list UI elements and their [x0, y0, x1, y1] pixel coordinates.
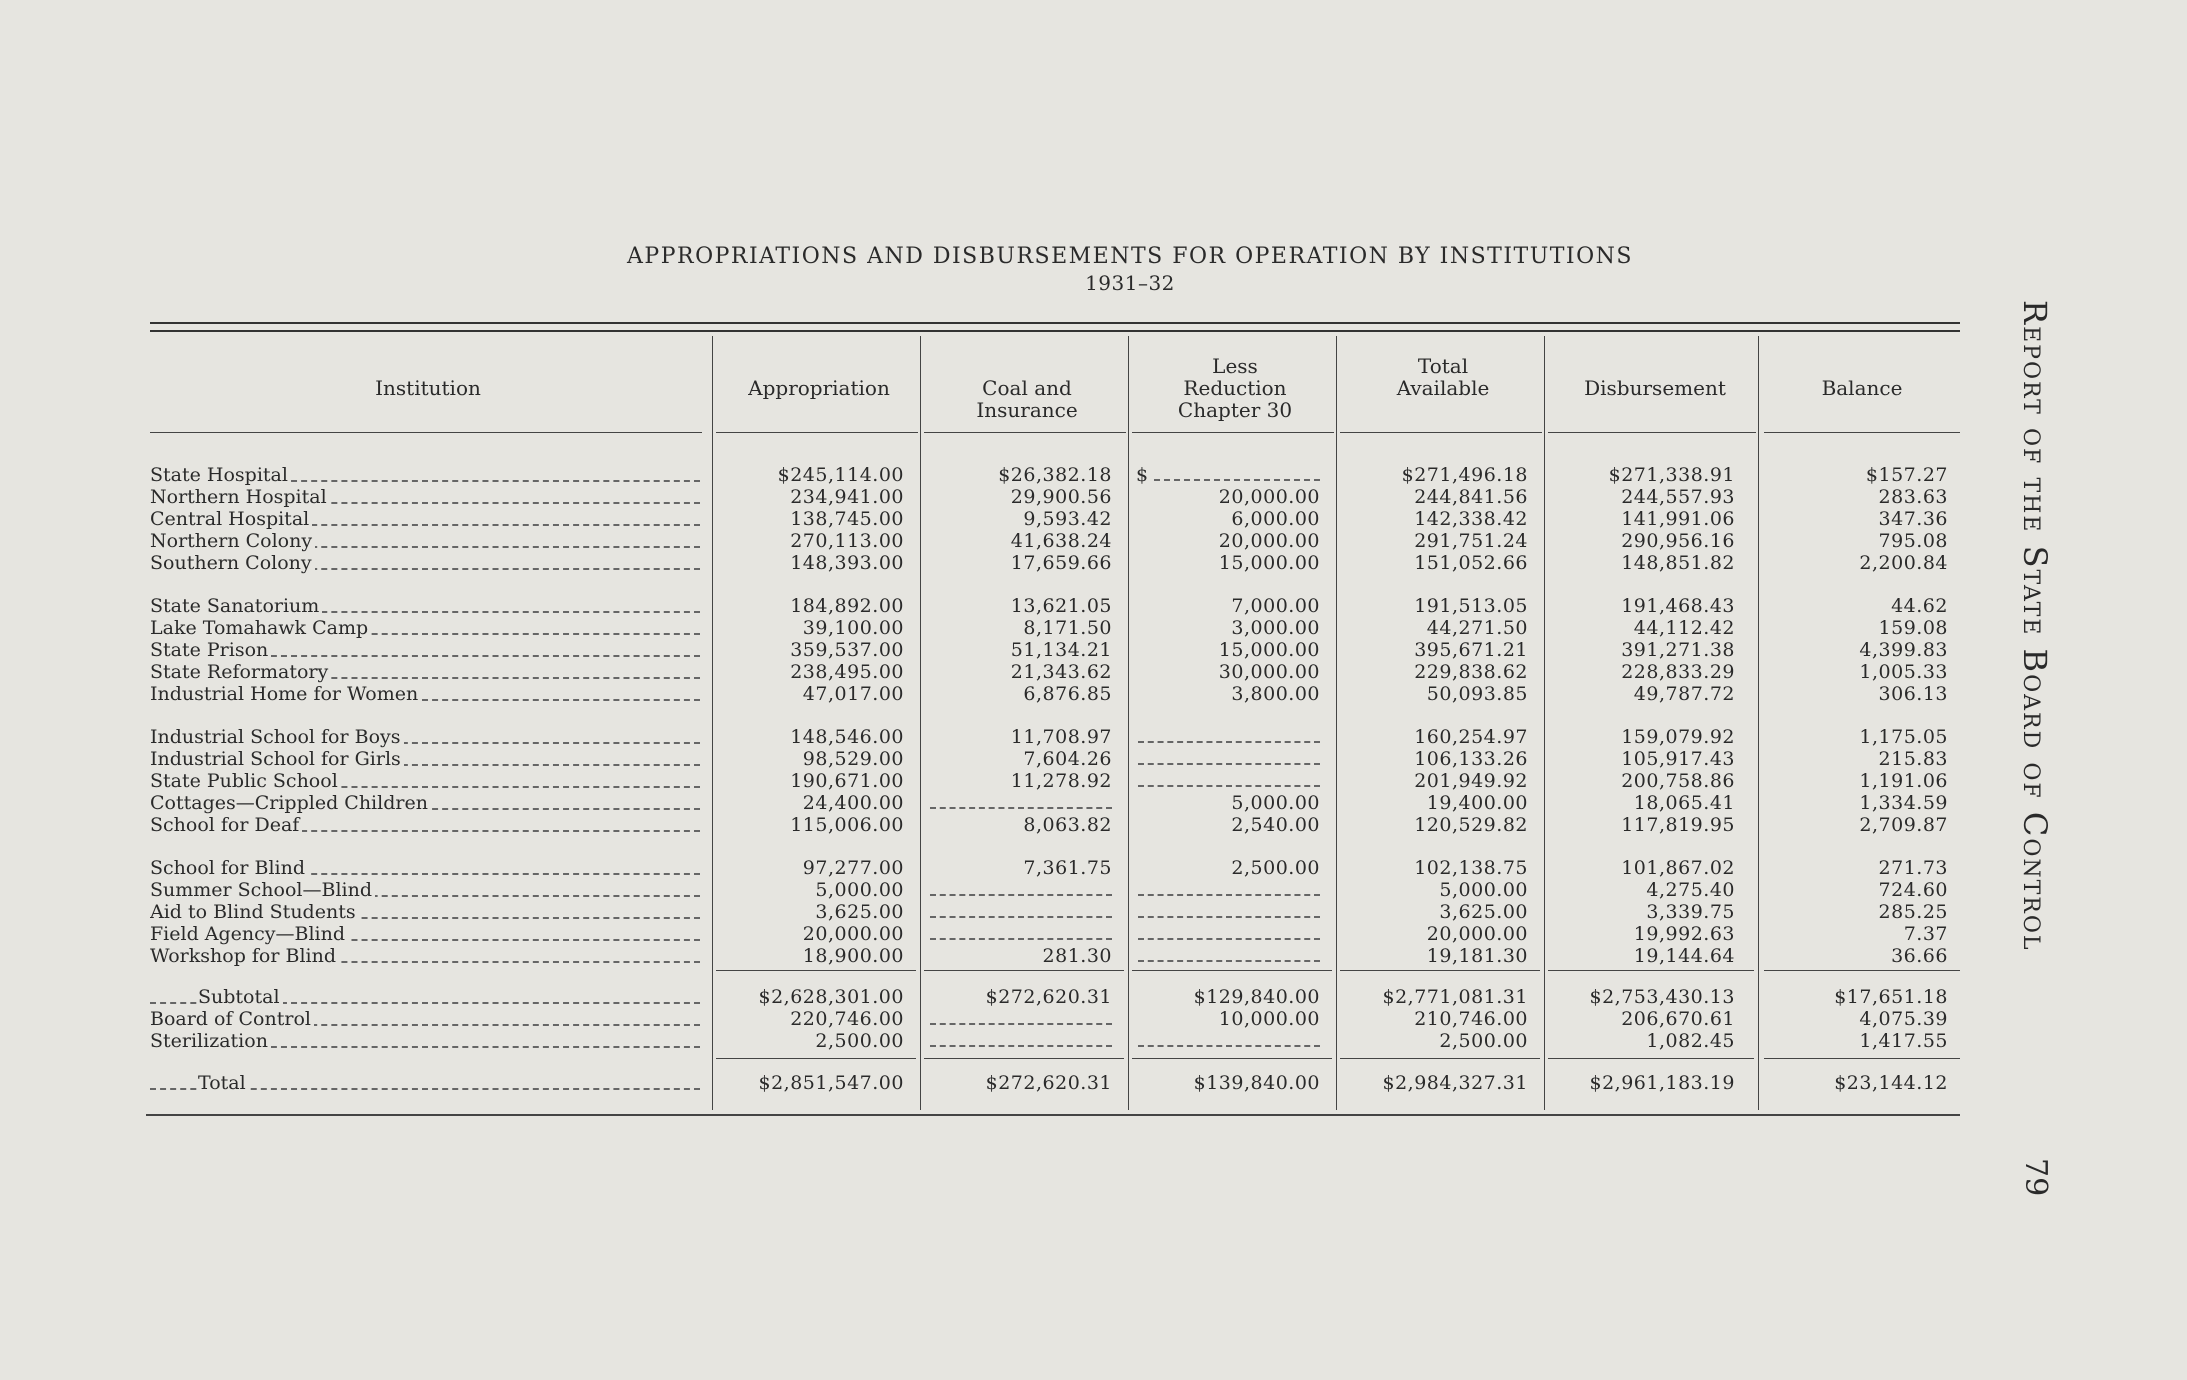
available-cell: 229,838.62 — [1414, 661, 1528, 683]
balance-cell: $23,144.12 — [1834, 1072, 1948, 1094]
table-row — [0, 464, 2187, 486]
appropriation-cell: 5,000.00 — [815, 879, 904, 901]
header-coal — [924, 377, 1130, 421]
coal-cell: 11,708.97 — [1010, 726, 1112, 748]
empty-cell-dash — [930, 1023, 1112, 1025]
institution-name — [150, 661, 700, 683]
disbursement-cell: 105,917.43 — [1621, 748, 1735, 770]
table-row — [0, 508, 2187, 530]
institution-name-text: Field Agency—Blind — [150, 923, 348, 945]
balance-cell: 1,334.59 — [1859, 792, 1948, 814]
disbursement-cell: 200,758.86 — [1621, 770, 1735, 792]
coal-cell: 51,134.21 — [1010, 639, 1112, 661]
appropriation-cell: 39,100.00 — [802, 617, 904, 639]
institution-name — [150, 792, 700, 814]
table-row — [0, 901, 2187, 923]
table-row — [0, 595, 2187, 617]
table-row — [0, 552, 2187, 574]
institution-name-text: Industrial School for Girls — [150, 748, 404, 770]
disbursement-cell: $2,753,430.13 — [1589, 986, 1735, 1008]
disbursement-cell: 3,339.75 — [1646, 901, 1735, 923]
available-cell: 50,093.85 — [1426, 683, 1528, 705]
disbursement-cell: 148,851.82 — [1621, 552, 1735, 574]
coal-cell: $26,382.18 — [998, 464, 1112, 486]
running-header: Report of the State Board of Control — [2016, 300, 2054, 952]
table-title: APPROPRIATIONS AND DISBURSEMENTS FOR OPERATION BY INSTITUTIONS — [627, 244, 1633, 269]
balance-cell: 306.13 — [1878, 683, 1948, 705]
institution-name-text: School for Blind — [150, 857, 308, 879]
empty-cell-dash — [930, 916, 1112, 918]
empty-cell-dash — [930, 894, 1112, 896]
balance-cell: 271.73 — [1878, 857, 1948, 879]
header-balance: Balance — [1821, 376, 1903, 400]
total-rule — [1764, 1058, 1960, 1059]
available-cell: 20,000.00 — [1426, 923, 1528, 945]
appropriation-cell: 138,745.00 — [790, 508, 904, 530]
appropriation-cell: 98,529.00 — [802, 748, 904, 770]
institution-name-text: Aid to Blind Students — [150, 901, 359, 923]
coal-cell: 29,900.56 — [1010, 486, 1112, 508]
appropriation-cell: 97,277.00 — [802, 857, 904, 879]
institution-name — [150, 508, 700, 530]
institution-name-text: State Public School — [150, 770, 341, 792]
appropriation-cell: $245,114.00 — [777, 464, 904, 486]
available-cell: 102,138.75 — [1414, 857, 1528, 879]
available-cell: 395,671.21 — [1414, 639, 1528, 661]
table-row — [0, 530, 2187, 552]
disbursement-cell: $2,961,183.19 — [1589, 1072, 1735, 1094]
empty-cell-dash — [930, 807, 1112, 809]
reduction-cell: $139,840.00 — [1193, 1072, 1320, 1094]
appropriation-cell: 20,000.00 — [802, 923, 904, 945]
institution-name-text: School for Deaf — [150, 814, 302, 836]
available-cell: 44,271.50 — [1426, 617, 1528, 639]
header-underline — [1340, 432, 1542, 433]
disbursement-cell: 141,991.06 — [1621, 508, 1735, 530]
balance-cell: 724.60 — [1878, 879, 1948, 901]
institution-name-text: State Prison — [150, 639, 271, 661]
available-cell: 19,400.00 — [1426, 792, 1528, 814]
available-cell: 160,254.97 — [1414, 726, 1528, 748]
institution-name-text: Industrial Home for Women — [150, 683, 421, 705]
reduction-cell: 3,800.00 — [1231, 683, 1320, 705]
institution-name — [150, 726, 700, 748]
balance-cell: 7.37 — [1903, 923, 1948, 945]
disbursement-cell: 228,833.29 — [1621, 661, 1735, 683]
institution-name — [150, 1030, 700, 1052]
coal-cell: 17,659.66 — [1010, 552, 1112, 574]
empty-cell-dash — [1138, 763, 1320, 765]
available-cell: 3,625.00 — [1439, 901, 1528, 923]
empty-cell-dash — [1138, 785, 1320, 787]
subtotal-rule — [716, 970, 916, 971]
institution-name — [150, 552, 700, 574]
header-underline — [1548, 432, 1756, 433]
appropriation-cell: 2,500.00 — [815, 1030, 904, 1052]
disbursement-cell: 44,112.42 — [1633, 617, 1735, 639]
reduction-cell: 2,540.00 — [1231, 814, 1320, 836]
institution-name-text: Summer School—Blind — [150, 879, 375, 901]
disbursement-cell: 49,787.72 — [1633, 683, 1735, 705]
institution-name — [150, 748, 700, 770]
header-underline — [716, 432, 918, 433]
reduction-cell: 10,000.00 — [1218, 1008, 1320, 1030]
subtotal-rule — [1764, 970, 1960, 971]
reduction-cell: 7,000.00 — [1231, 595, 1320, 617]
balance-cell: 4,399.83 — [1859, 639, 1948, 661]
available-cell: 291,751.24 — [1414, 530, 1528, 552]
balance-cell: 4,075.39 — [1859, 1008, 1948, 1030]
coal-cell: $272,620.31 — [985, 986, 1112, 1008]
table-row — [0, 639, 2187, 661]
table-row — [0, 945, 2187, 967]
header-reduction-line3: Chapter 30 — [1177, 398, 1293, 422]
balance-cell: 1,005.33 — [1859, 661, 1948, 683]
institution-name-text: Northern Hospital — [150, 486, 330, 508]
balance-cell: 215.83 — [1878, 748, 1948, 770]
balance-cell: 1,417.55 — [1859, 1030, 1948, 1052]
appropriation-cell: 3,625.00 — [815, 901, 904, 923]
coal-cell: 21,343.62 — [1010, 661, 1112, 683]
institution-name — [150, 923, 700, 945]
table-row — [0, 617, 2187, 639]
table-row — [0, 792, 2187, 814]
page-number: 79 — [2018, 1158, 2053, 1197]
appropriation-cell: 190,671.00 — [790, 770, 904, 792]
available-cell: $2,771,081.31 — [1382, 986, 1528, 1008]
balance-cell: 1,191.06 — [1859, 770, 1948, 792]
disbursement-cell: 206,670.61 — [1621, 1008, 1735, 1030]
table-row — [0, 986, 2187, 1008]
header-reduction-line1: Less — [1212, 354, 1258, 378]
header-underline — [150, 432, 702, 433]
disbursement-cell: 159,079.92 — [1621, 726, 1735, 748]
balance-cell: 795.08 — [1878, 530, 1948, 552]
institution-name-text: Total — [198, 1072, 249, 1094]
header-disbursement: Disbursement — [1584, 376, 1726, 400]
appropriation-cell: $2,628,301.00 — [758, 986, 904, 1008]
balance-cell: 36.66 — [1891, 945, 1948, 967]
table-row — [0, 857, 2187, 879]
coal-cell: 281.30 — [1042, 945, 1112, 967]
subtotal-rule — [1548, 970, 1754, 971]
empty-cell-dash — [1154, 479, 1320, 481]
institution-name — [150, 617, 700, 639]
coal-cell: 6,876.85 — [1023, 683, 1112, 705]
balance-cell: 2,200.84 — [1859, 552, 1948, 574]
available-cell: 106,133.26 — [1414, 748, 1528, 770]
total-rule — [924, 1058, 1124, 1059]
appropriation-cell: 184,892.00 — [790, 595, 904, 617]
empty-cell-dash — [1138, 894, 1320, 896]
balance-cell: 2,709.87 — [1859, 814, 1948, 836]
institution-name-text: State Reformatory — [150, 661, 331, 683]
reduction-cell: 5,000.00 — [1231, 792, 1320, 814]
header-reduction — [1132, 355, 1338, 421]
institution-name — [150, 530, 700, 552]
available-cell: 120,529.82 — [1414, 814, 1528, 836]
disbursement-cell: 18,065.41 — [1633, 792, 1735, 814]
header-underline — [924, 432, 1126, 433]
reduction-cell: $ — [1136, 464, 1149, 486]
header-reduction-line2: Reduction — [1183, 376, 1287, 400]
institution-name — [150, 945, 700, 967]
institution-name-text: Central Hospital — [150, 508, 312, 530]
disbursement-cell: 244,557.93 — [1621, 486, 1735, 508]
coal-cell: 7,604.26 — [1023, 748, 1112, 770]
institution-name-text: Industrial School for Boys — [150, 726, 404, 748]
institution-name-text: Subtotal — [198, 986, 283, 1008]
table-row — [0, 1008, 2187, 1030]
table-row — [0, 661, 2187, 683]
disbursement-cell: 391,271.38 — [1621, 639, 1735, 661]
empty-cell-dash — [930, 938, 1112, 940]
table-subtitle: 1931–32 — [1085, 271, 1175, 295]
institution-name — [150, 464, 700, 486]
reduction-cell: 20,000.00 — [1218, 530, 1320, 552]
institution-name-text: Board of Control — [150, 1008, 314, 1030]
reduction-cell: 15,000.00 — [1218, 552, 1320, 574]
appropriation-cell: 238,495.00 — [790, 661, 904, 683]
institution-name-text: Sterilization — [150, 1030, 271, 1052]
coal-cell: $272,620.31 — [985, 1072, 1112, 1094]
appropriation-cell: 359,537.00 — [790, 639, 904, 661]
institution-name-text: Cottages—Crippled Children — [150, 792, 431, 814]
disbursement-cell: 290,956.16 — [1621, 530, 1735, 552]
balance-cell: 44.62 — [1891, 595, 1948, 617]
available-cell: 19,181.30 — [1426, 945, 1528, 967]
available-cell: 201,949.92 — [1414, 770, 1528, 792]
institution-name — [150, 639, 700, 661]
appropriation-cell: 270,113.00 — [790, 530, 904, 552]
appropriation-cell: 148,546.00 — [790, 726, 904, 748]
header-rule-top — [150, 322, 1960, 324]
total-rule — [716, 1058, 916, 1059]
empty-cell-dash — [1138, 960, 1320, 962]
table-bottom-rule — [146, 1114, 1960, 1116]
disbursement-cell: 19,992.63 — [1633, 923, 1735, 945]
institution-name — [150, 814, 700, 836]
appropriation-cell: 18,900.00 — [802, 945, 904, 967]
table-row — [0, 814, 2187, 836]
disbursement-cell: 191,468.43 — [1621, 595, 1735, 617]
available-cell: $2,984,327.31 — [1382, 1072, 1528, 1094]
balance-cell: 159.08 — [1878, 617, 1948, 639]
appropriation-cell: 47,017.00 — [802, 683, 904, 705]
subtotal-rule — [1132, 970, 1332, 971]
table-row — [0, 486, 2187, 508]
header-coal-line1: Coal and — [982, 376, 1072, 400]
coal-cell: 8,063.82 — [1023, 814, 1112, 836]
institution-name-text: Southern Colony — [150, 552, 315, 574]
available-cell: 151,052.66 — [1414, 552, 1528, 574]
reduction-cell: 15,000.00 — [1218, 639, 1320, 661]
reduction-cell: 30,000.00 — [1218, 661, 1320, 683]
institution-name — [150, 986, 700, 1008]
header-institution: Institution — [375, 376, 481, 400]
institution-name — [150, 486, 700, 508]
table-row — [0, 879, 2187, 901]
appropriation-cell: 234,941.00 — [790, 486, 904, 508]
available-cell: 5,000.00 — [1439, 879, 1528, 901]
institution-name-text: Workshop for Blind — [150, 945, 339, 967]
available-cell: 2,500.00 — [1439, 1030, 1528, 1052]
institution-name-text: State Hospital — [150, 464, 291, 486]
available-cell: 142,338.42 — [1414, 508, 1528, 530]
empty-cell-dash — [1138, 938, 1320, 940]
table-row — [0, 1030, 2187, 1052]
table-row — [0, 726, 2187, 748]
header-rule-top-second — [150, 330, 1960, 332]
coal-cell: 41,638.24 — [1010, 530, 1112, 552]
table-row — [0, 683, 2187, 705]
reduction-cell: 2,500.00 — [1231, 857, 1320, 879]
disbursement-cell: 4,275.40 — [1646, 879, 1735, 901]
empty-cell-dash — [1138, 741, 1320, 743]
coal-cell: 11,278.92 — [1010, 770, 1112, 792]
institution-name — [150, 770, 700, 792]
disbursement-cell: 117,819.95 — [1621, 814, 1735, 836]
institution-name — [150, 857, 700, 879]
appropriation-cell: 220,746.00 — [790, 1008, 904, 1030]
balance-cell: 285.25 — [1878, 901, 1948, 923]
institution-name — [150, 901, 700, 923]
available-cell: $271,496.18 — [1401, 464, 1528, 486]
reduction-cell: 3,000.00 — [1231, 617, 1320, 639]
balance-cell: $17,651.18 — [1834, 986, 1948, 1008]
balance-cell: 1,175.05 — [1859, 726, 1948, 748]
balance-cell: 347.36 — [1878, 508, 1948, 530]
balance-cell: 283.63 — [1878, 486, 1948, 508]
balance-cell: $157.27 — [1865, 464, 1948, 486]
header-appropriation: Appropriation — [748, 376, 890, 400]
coal-cell: 13,621.05 — [1010, 595, 1112, 617]
header-total-line1: Total — [1417, 354, 1469, 378]
institution-name — [150, 1008, 700, 1030]
available-cell: 244,841.56 — [1414, 486, 1528, 508]
table-row — [0, 748, 2187, 770]
total-rule — [1548, 1058, 1754, 1059]
coal-cell: 7,361.75 — [1023, 857, 1112, 879]
available-cell: 210,746.00 — [1414, 1008, 1528, 1030]
table-row — [0, 1072, 2187, 1094]
reduction-cell: 6,000.00 — [1231, 508, 1320, 530]
total-rule — [1340, 1058, 1540, 1059]
empty-cell-dash — [1138, 916, 1320, 918]
header-underline — [1132, 432, 1334, 433]
institution-name — [150, 879, 700, 901]
disbursement-cell: 101,867.02 — [1621, 857, 1735, 879]
table-row — [0, 770, 2187, 792]
appropriation-cell: $2,851,547.00 — [758, 1072, 904, 1094]
institution-name-text: State Sanatorium — [150, 595, 322, 617]
available-cell: 191,513.05 — [1414, 595, 1528, 617]
institution-name-text: Lake Tomahawk Camp — [150, 617, 371, 639]
coal-cell: 9,593.42 — [1023, 508, 1112, 530]
appropriation-cell: 24,400.00 — [802, 792, 904, 814]
coal-cell: 8,171.50 — [1023, 617, 1112, 639]
total-rule — [1132, 1058, 1332, 1059]
appropriation-cell: 148,393.00 — [790, 552, 904, 574]
subtotal-rule — [1340, 970, 1540, 971]
appropriation-cell: 115,006.00 — [790, 814, 904, 836]
institution-name — [150, 595, 700, 617]
empty-cell-dash — [930, 1045, 1112, 1047]
header-coal-line2: Insurance — [976, 398, 1078, 422]
disbursement-cell: 1,082.45 — [1646, 1030, 1735, 1052]
institution-name-text: Northern Colony — [150, 530, 315, 552]
table-row — [0, 923, 2187, 945]
disbursement-cell: 19,144.64 — [1633, 945, 1735, 967]
reduction-cell: 20,000.00 — [1218, 486, 1320, 508]
institution-name — [150, 1072, 700, 1094]
empty-cell-dash — [1138, 1045, 1320, 1047]
reduction-cell: $129,840.00 — [1193, 986, 1320, 1008]
subtotal-rule — [924, 970, 1124, 971]
header-underline — [1764, 432, 1960, 433]
header-total-available — [1340, 355, 1546, 399]
disbursement-cell: $271,338.91 — [1608, 464, 1735, 486]
institution-name — [150, 683, 700, 705]
header-total-line2: Available — [1396, 376, 1490, 400]
